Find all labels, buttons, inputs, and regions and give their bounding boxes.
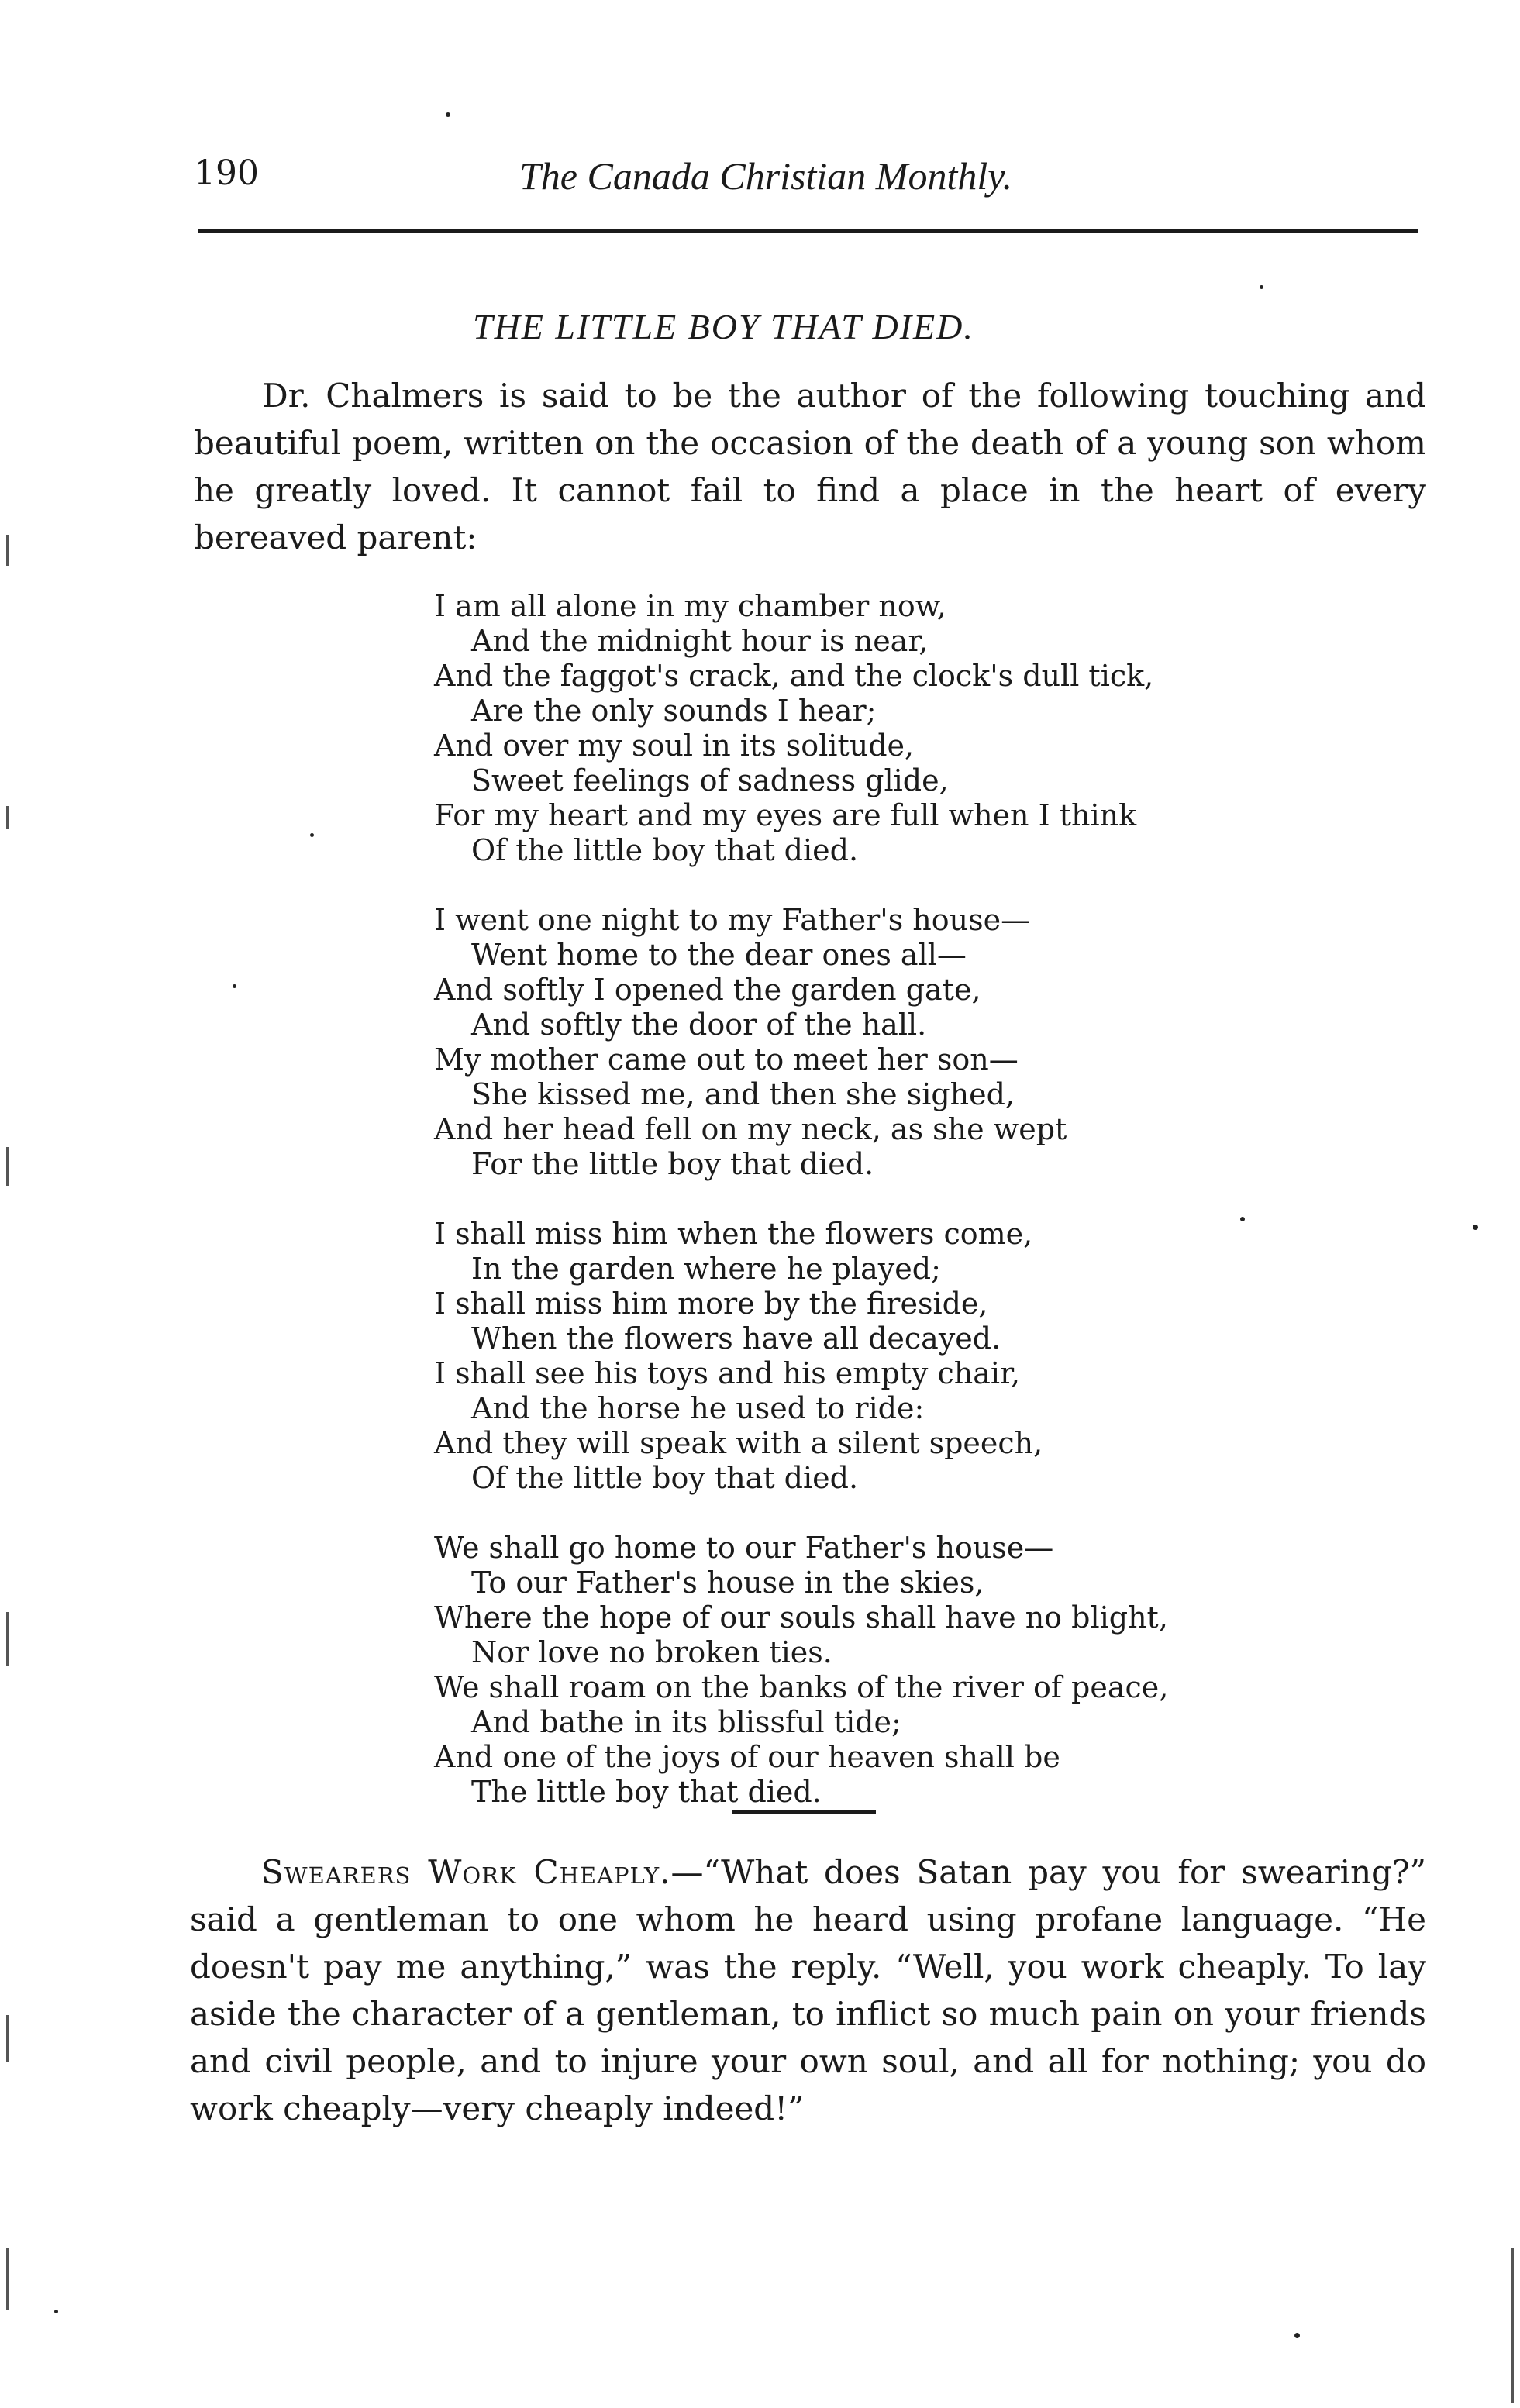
- poem-line: We shall roam on the banks of the river of peace,: [434, 1670, 1169, 1704]
- poem-line: Where the hope of our souls shall have no blight,: [434, 1600, 1168, 1635]
- anecdote-heading: Swearers Work Cheaply.: [261, 1853, 671, 1891]
- anecdote-body: —“What does Satan pay you for swearing?” said a gentleman to one whom he heard using profane language. “He doesn't pay me anything,” was the reply. “Well, you work cheaply. To lay aside the character of a gentleman, to inflict so much pain on your friends and civil people, and to injure your own soul, and all for nothing; you do work cheaply—very cheaply indeed!”: [190, 1853, 1427, 2127]
- scan-edge-mark: [6, 806, 9, 829]
- poem-line: I shall miss him more by the fireside,: [434, 1287, 988, 1321]
- page-header: [194, 146, 1418, 208]
- poem-line: Of the little boy that died.: [471, 833, 859, 867]
- poem-line: And softly I opened the garden gate,: [434, 973, 981, 1007]
- poem-line: And the midnight hour is near,: [471, 624, 929, 658]
- poem-line: She kissed me, and then she sighed,: [471, 1077, 1015, 1111]
- intro-paragraph: Dr. Chalmers is said to be the author of the following touching and beautiful poem, written on the occasion of the death of a young son whom he greatly loved. It cannot fail to find a place in the heart of every bereaved parent:: [194, 377, 1426, 556]
- scan-edge-mark: [6, 2015, 9, 2062]
- scan-speck: [446, 112, 450, 117]
- poem-line: For my heart and my eyes are full when I think: [434, 798, 1137, 832]
- poem-line: Nor love no broken ties.: [471, 1635, 832, 1669]
- poem-line: I shall see his toys and his empty chair,: [434, 1356, 1021, 1390]
- article-title: THE LITTLE BOY THAT DIED.: [473, 307, 974, 346]
- poem-line: And softly the door of the hall.: [471, 1008, 927, 1042]
- poem-line: I shall miss him when the flowers come,: [434, 1217, 1033, 1251]
- poem-line: And the faggot's crack, and the clock's dull tick,: [434, 659, 1154, 693]
- scan-speck: [1473, 1225, 1478, 1230]
- poem-line: Of the little boy that died.: [471, 1461, 859, 1495]
- poem-line: For the little boy that died.: [471, 1147, 874, 1181]
- header-rule: [198, 229, 1418, 233]
- scan-edge-mark: [6, 2248, 9, 2310]
- poem: [434, 589, 1325, 1845]
- running-head: The Canada Christian Monthly.: [519, 154, 1013, 198]
- poem-line: To our Father's house in the skies,: [471, 1566, 984, 1600]
- poem-stanza: [434, 1531, 1325, 1810]
- poem-line: I am all alone in my chamber now,: [434, 589, 946, 623]
- scan-speck: [1260, 285, 1263, 289]
- poem-line: And her head fell on my neck, as she wept: [434, 1112, 1067, 1146]
- poem-line: We shall go home to our Father's house—: [434, 1531, 1054, 1565]
- poem-line: When the flowers have all decayed.: [471, 1321, 1001, 1356]
- scan-edge-mark: [6, 535, 9, 566]
- poem-line: And bathe in its blissful tide;: [471, 1705, 901, 1739]
- poem-line: The little boy that died.: [471, 1775, 822, 1809]
- poem-line: Went home to the dear ones all—: [471, 938, 967, 972]
- poem-line: And over my soul in its solitude,: [434, 729, 915, 763]
- scan-edge-mark: [1511, 2248, 1514, 2403]
- poem-stanza: [434, 589, 1325, 868]
- scan-speck: [233, 984, 236, 988]
- article-intro: [194, 372, 1426, 561]
- poem-line: And one of the joys of our heaven shall be: [434, 1740, 1060, 1774]
- scan-speck: [54, 2310, 58, 2313]
- poem-line: My mother came out to meet her son—: [434, 1042, 1019, 1077]
- poem-line: Sweet feelings of sadness glide,: [471, 763, 949, 797]
- poem-stanza: [434, 903, 1325, 1182]
- scan-speck: [310, 833, 314, 837]
- page-number: 190: [194, 153, 259, 193]
- anecdote-paragraph: [190, 1848, 1426, 2132]
- poem-stanza: [434, 1217, 1325, 1496]
- poem-line: In the garden where he played;: [471, 1252, 941, 1286]
- poem-line: I went one night to my Father's house—: [434, 903, 1031, 937]
- poem-line: And the horse he used to ride:: [471, 1391, 925, 1425]
- scan-edge-mark: [6, 1147, 9, 1186]
- scan-edge-mark: [6, 1612, 9, 1666]
- scan-speck: [1294, 2333, 1300, 2338]
- section-divider: [732, 1810, 876, 1814]
- poem-line: Are the only sounds I hear;: [471, 694, 877, 728]
- poem-line: And they will speak with a silent speech,: [434, 1426, 1043, 1460]
